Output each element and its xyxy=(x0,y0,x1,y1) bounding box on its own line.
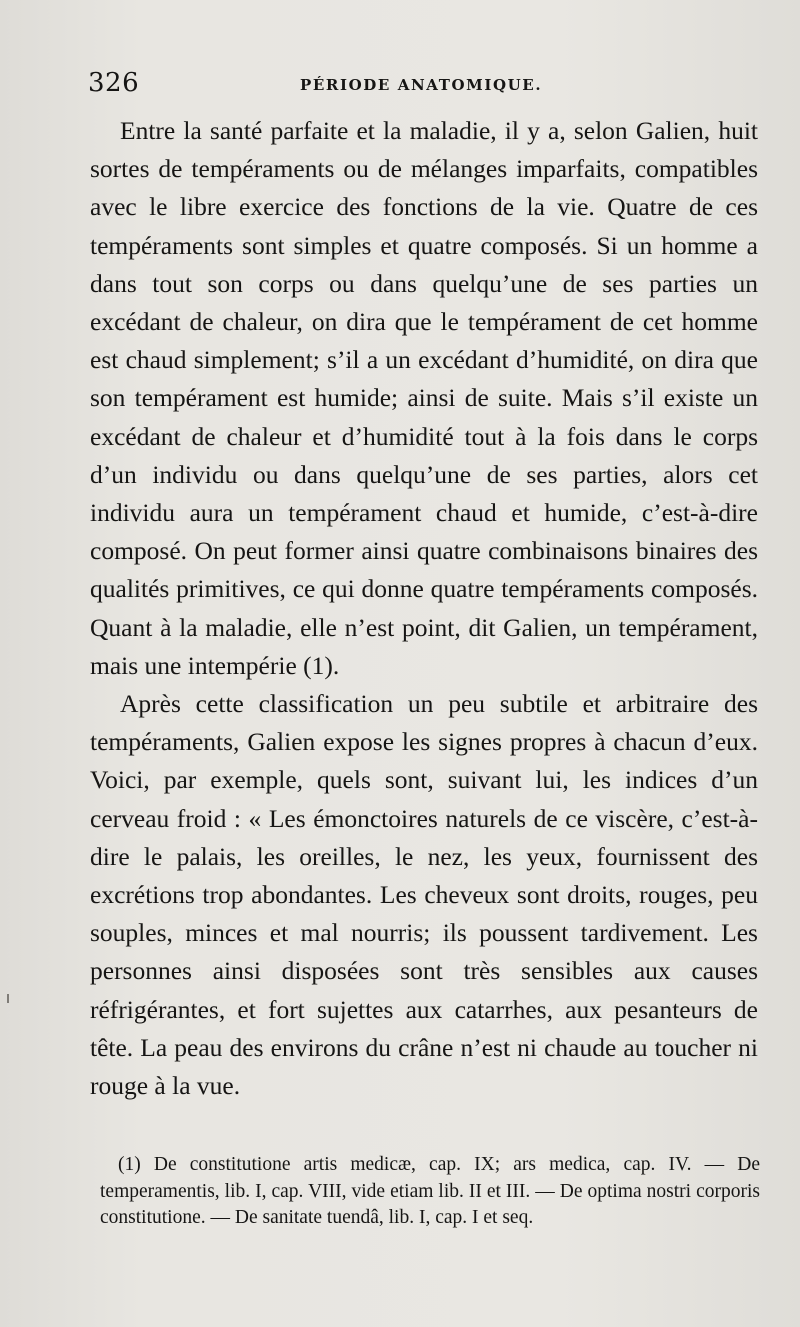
running-head: PÉRIODE ANATOMIQUE. xyxy=(300,76,543,94)
footnote: (1) De constitutione artis medicæ, cap. IX; ars medica, cap. IV. — De temperamentis, lib. I, cap. VIII, vide etiam lib. II et III. — De optima nostri corporis constitutione. — De sanitate tuendâ, lib. I, cap. I et seq. xyxy=(100,1154,760,1228)
paragraph: Entre la santé parfaite et la maladie, il y a, selon Galien, huit sortes de tempéraments ou de mélanges imparfaits, compatibles avec le libre exercice des fonctions de la vie. Quatre de ces tempéraments sont simples et quatre composés. Si un homme a dans tout son corps ou dans quelqu’une de ses parties un excédant de chaleur, on dira que le tempérament de cet homme est chaud simplement; s’il a un excédant d’humidité, on dira que son tempérament est humide; ainsi de suite. Mais s’il existe un excédant de chaleur et d’humidité tout à la fois dans le corps d’un individu ou dans quelqu’une de ses parties, alors cet individu aura un tempérament chaud et humide, c’est-à-dire composé. On peut former ainsi quatre combinaisons binaires des qualités primitives, ce qui donne quatre tempéraments composés. Quant à la maladie, elle n’est point, dit Galien, un tempérament, mais une intempérie (1). xyxy=(90,116,758,680)
paragraph: Après cette classification un peu subtile et arbitraire des tempéraments, Galien expose les signes propres à chacun d’eux. Voici, par exemple, quels sont, suivant lui, les indices d’un cerveau froid : « Les émonctoires naturels de ce viscère, c’est-à-dire le palais, les oreilles, le nez, les yeux, fournissent des excrétions trop abondantes. Les cheveux sont droits, rouges, peu souples, minces et mal nourris; ils poussent tardivement. Les personnes ainsi disposées sont très sensibles aux causes réfrigérantes, et fort sujettes aux catarrhes, aux pesanteurs de tête. La peau des environs du crâne n’est ni chaude au toucher ni rouge à la vue. xyxy=(90,689,758,1101)
page-header xyxy=(88,68,758,104)
page-number: 326 xyxy=(88,68,140,98)
body-text xyxy=(90,112,758,1105)
page-edge-mark xyxy=(7,994,9,1003)
